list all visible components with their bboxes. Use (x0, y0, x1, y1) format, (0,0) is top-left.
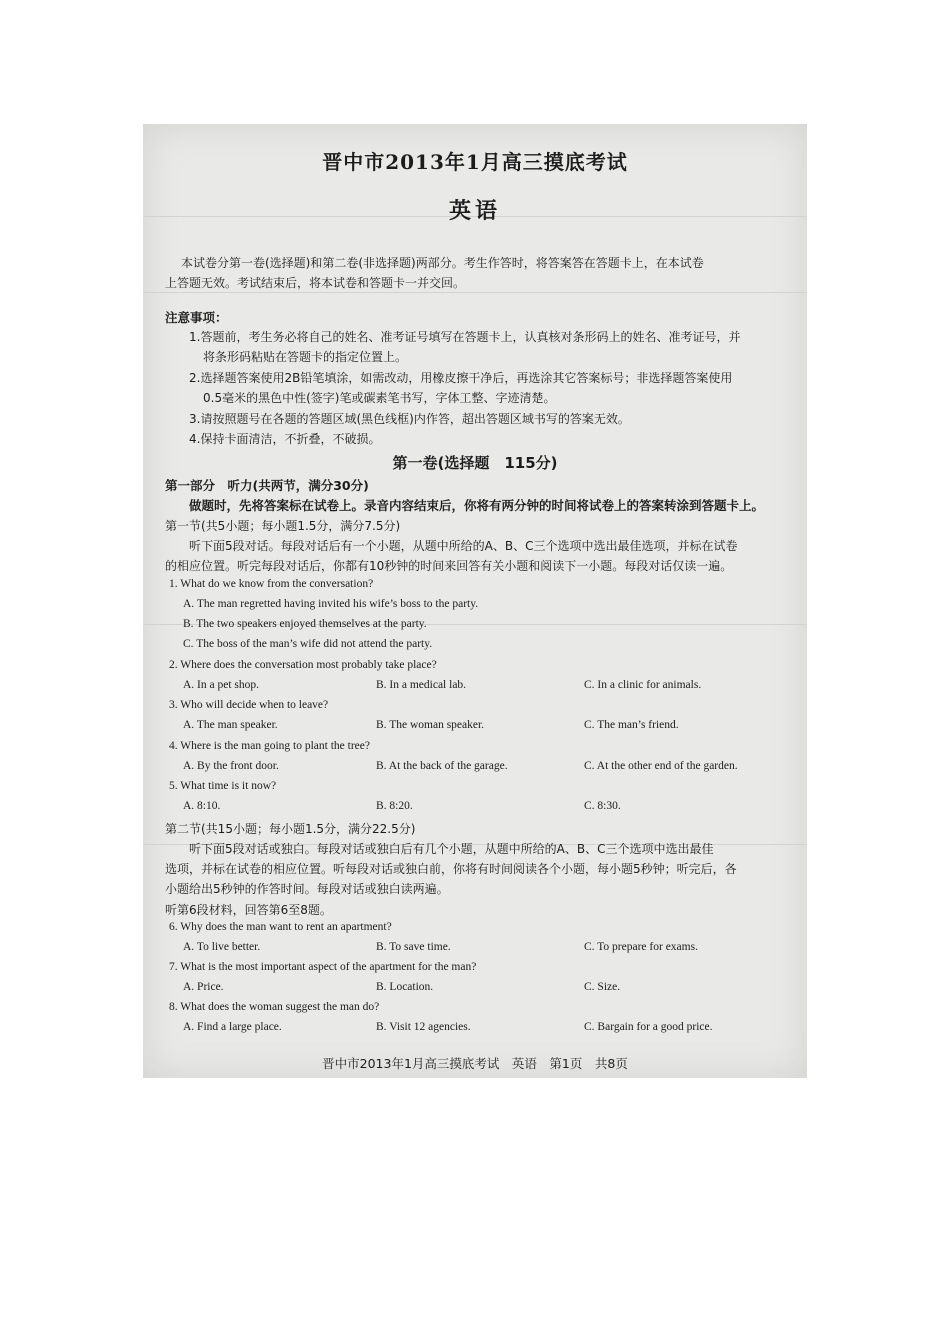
q1-option-a: A. The man regretted having invited his wife’s boss to the party. (183, 598, 479, 610)
part-1-note: 做题时，先将答案标在试卷上。录音内容结束后，你将有两分钟的时间将试卷上的答案转涂到答题卡上。 (189, 498, 765, 513)
note-1-cont: 将条形码粘贴在答题卡的指定位置上。 (203, 350, 408, 364)
part-1-heading: 第一部分 听力(共两节，满分30分) (165, 478, 369, 493)
q4-option-b: B. At the back of the garage. (376, 760, 508, 772)
note-2: 2.选择题答案使用2B铅笔填涂，如需改动，用橡皮擦干净后，再选涂其它答案标号；非选择题答案使用 (189, 371, 733, 385)
q7-option-c: C. Size. (584, 981, 621, 993)
q6-option-a: A. To live better. (183, 941, 261, 953)
q2-option-a: A. In a pet shop. (183, 679, 260, 691)
scanned-page (143, 124, 807, 1078)
q8-option-c: C. Bargain for a good price. (584, 1021, 713, 1033)
note-4: 4.保持卡面清洁，不折叠，不破损。 (189, 432, 381, 446)
page-footer: 晋中市2013年1月高三摸底考试 英语 第1页 共8页 (322, 1056, 628, 1071)
section-1-instr-2: 的相应位置。听完每段对话后，你都有10秒钟的时间来回答有关小题和阅读下一小题。每段对话仅读一遍。 (165, 559, 733, 573)
question-7: 7. What is the most important aspect of the apartment for the man? (169, 961, 477, 973)
question-3: 3. Who will decide when to leave? (169, 699, 329, 711)
section-2-instr-1: 听下面5段对话或独白。每段对话或独白后有几个小题，从题中所给的A、B、C三个选项中选出最佳 (189, 842, 714, 856)
intro-line-1: 本试卷分第一卷(选择题)和第二卷(非选择题)两部分。考生作答时，将答案答在答题卡上，在本试卷 (181, 256, 704, 270)
q4-option-a: A. By the front door. (183, 760, 279, 772)
section-2-instr-3: 小题给出5秒钟的作答时间。每段对话或独白读两遍。 (165, 882, 449, 896)
question-8: 8. What does the woman suggest the man do? (169, 1001, 380, 1013)
question-6: 6. Why does the man want to rent an apartment? (169, 921, 392, 933)
q6-option-b: B. To save time. (376, 941, 451, 953)
exam-page-1 (143, 124, 807, 1078)
question-1: 1. What do we know from the conversation? (169, 578, 374, 590)
q5-option-c: C. 8:30. (584, 800, 621, 812)
q2-option-b: B. In a medical lab. (376, 679, 467, 691)
notes-heading: 注意事项： (165, 310, 228, 325)
note-3: 3.请按照题号在各题的答题区域(黑色线框)内作答，超出答题区域书写的答案无效。 (189, 412, 630, 426)
section-1-heading: 第一节(共5小题；每小题1.5分，满分7.5分) (165, 519, 401, 533)
q8-option-a: A. Find a large place. (183, 1021, 282, 1033)
q7-option-a: A. Price. (183, 981, 224, 993)
q1-option-c: C. The boss of the man’s wife did not attend the party. (183, 638, 433, 650)
question-2: 2. Where does the conversation most probably take place? (169, 659, 437, 671)
q6-option-c: C. To prepare for exams. (584, 941, 698, 953)
question-4: 4. Where is the man going to plant the tree? (169, 740, 370, 752)
exam-title: 晋中市2013年1月高三摸底考试 (322, 150, 628, 174)
section-1-instr-1: 听下面5段对话。每段对话后有一个小题，从题中所给的A、B、C三个选项中选出最佳选项，并标在试卷 (189, 539, 738, 553)
section-2-instr-2: 选项，并标在试卷的相应位置。听每段对话或独白前，你将有时间阅读各个小题，每小题5秒钟；听完后，各 (165, 862, 737, 876)
note-1: 1.答题前，考生务必将自己的姓名、准考证号填写在答题卡上，认真核对条形码上的姓名、准考证号，并 (189, 330, 741, 344)
q5-option-a: A. 8:10. (183, 800, 221, 812)
note-2-cont: 0.5毫米的黑色中性(签字)笔或碳素笔书写，字体工整、字迹清楚。 (203, 391, 556, 405)
q3-option-c: C. The man’s friend. (584, 719, 679, 731)
q2-option-c: C. In a clinic for animals. (584, 679, 702, 691)
q5-option-b: B. 8:20. (376, 800, 413, 812)
section-2-heading: 第二节(共15小题；每小题1.5分，满分22.5分) (165, 822, 416, 836)
q3-option-b: B. The woman speaker. (376, 719, 485, 731)
q7-option-b: B. Location. (376, 981, 434, 993)
q8-option-b: B. Visit 12 agencies. (376, 1021, 471, 1033)
question-5: 5. What time is it now? (169, 780, 277, 792)
volume-1-title: 第一卷(选择题 115分) (392, 454, 558, 472)
intro-line-2: 上答题无效。考试结束后，将本试卷和答题卡一并交回。 (165, 276, 466, 290)
q1-option-b: B. The two speakers enjoyed themselves at the party. (183, 618, 427, 630)
q3-option-a: A. The man speaker. (183, 719, 278, 731)
subject-heading: 英语 (448, 198, 501, 224)
material-6-note: 听第6段材料，回答第6至8题。 (165, 903, 332, 917)
q4-option-c: C. At the other end of the garden. (584, 760, 738, 772)
